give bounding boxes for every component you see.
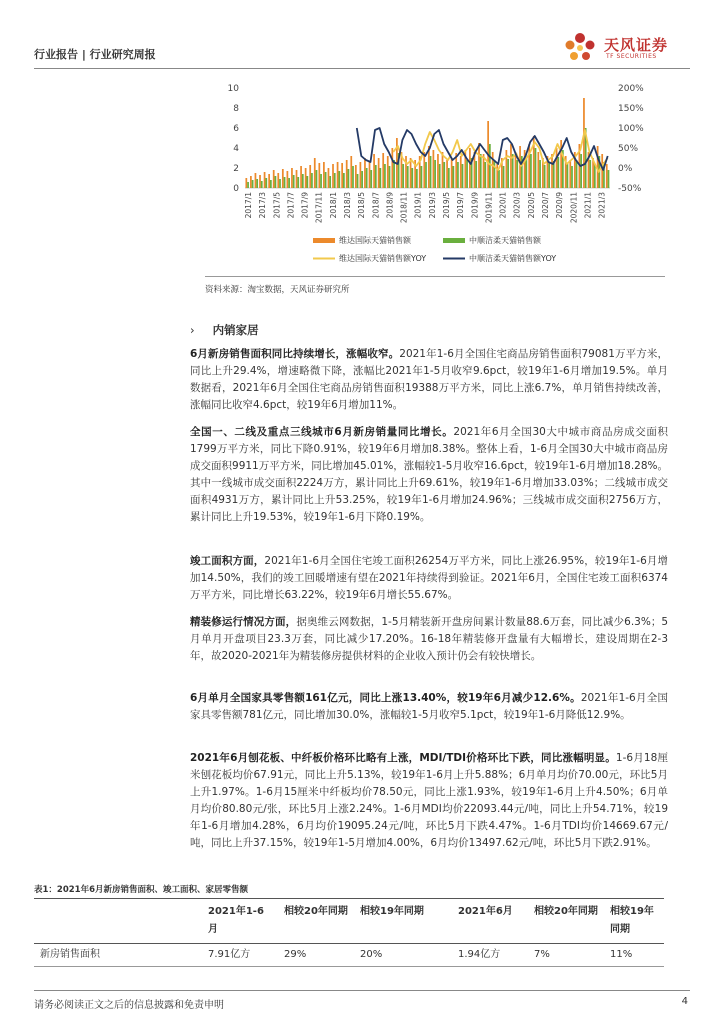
y-left-tick-label: 4 [233,144,239,154]
bar-weida [309,165,311,188]
paragraph-furniture-retail [190,690,668,724]
bar-weida [537,152,539,188]
company-logo [560,30,690,68]
bar-zhongshun [252,180,254,188]
table-header-cell: 相较19年同期 [610,906,654,935]
bar-zhongshun [316,170,318,188]
bar-zhongshun [302,174,304,188]
bar-weida [606,164,608,188]
bar-weida [492,152,494,188]
bar-weida [433,150,435,188]
bar-zhongshun [507,159,509,188]
table-cell: 1.94亿方 [458,949,501,960]
table-cell: 7.91亿方 [208,949,251,960]
logo-flower-icon [560,30,600,66]
legend-swatch [313,238,335,243]
bar-zhongshun [416,169,418,188]
bar-weida [305,168,307,188]
bar-weida [328,168,330,188]
logo-subtitle: TF SECURITIES [606,53,657,60]
page-header [34,38,690,78]
sales-chart [205,80,665,280]
bar-zhongshun [443,162,445,188]
paragraph-body: 2021年1-6月全国住宅竣工面积26254万平方米，同比上涨26.95%，较19年1-6月增加14.50%，我们的竣工回暖增速有望在2021年持续得到验证。2021年6月，全国住宅竣工面积6374万平方米，同比增长63.22%，较19年6月增长55.67%。 [190,555,669,601]
x-tick-label: 2020/1 [498,192,508,219]
table-header-row [34,899,664,944]
y-right-tick-label: 100% [618,124,644,134]
bar-zhongshun [457,162,459,188]
bar-zhongshun [498,170,500,188]
bar-zhongshun [329,176,331,188]
bar-zhongshun [411,168,413,188]
paragraph-lead: 精装修运行情况方面， [190,616,297,628]
bar-zhongshun [530,154,532,188]
bar-weida [350,156,352,188]
bar-zhongshun [434,160,436,188]
bar-weida [273,170,275,188]
bar-weida [346,160,348,188]
bar-zhongshun [366,168,368,188]
paragraph-city-sales [190,424,668,526]
y-left-tick-label: 2 [233,164,239,174]
x-tick-label: 2018/7 [371,192,381,219]
bar-weida [255,173,257,188]
bar-zhongshun [370,170,372,188]
bar-zhongshun [325,172,327,188]
x-tick-label: 2019/3 [427,192,437,219]
x-tick-label: 2020/9 [555,192,565,219]
bar-zhongshun [466,160,468,188]
section-title-text: 内销家居 [212,323,259,337]
bar-weida [510,144,512,188]
bar-weida [451,158,453,188]
bar-weida [291,168,293,188]
bar-weida [378,158,380,188]
paragraph-new-home-sales [190,346,668,414]
bar-zhongshun [343,173,345,188]
bar-zhongshun [265,178,267,188]
x-tick-label: 2017/5 [272,192,282,219]
bar-weida [300,166,302,188]
bar-zhongshun [535,148,537,188]
bar-weida [528,144,530,188]
bar-zhongshun [439,164,441,188]
data-table [34,898,664,967]
bar-weida [483,154,485,188]
bar-weida [551,154,553,188]
bar-weida [387,156,389,188]
bar-zhongshun [307,176,309,188]
y-right-tick-label: 50% [618,144,639,154]
paragraph-completion [190,553,668,604]
bar-zhongshun [516,160,518,188]
bar-weida [569,160,571,188]
page-number: 4 [681,996,688,1007]
paragraph-body: 2021年1-6月全国住宅商品房销售面积79081万平方米，同比上升29.4%，增速略微下降，涨幅比2021年1-5月收窄9.6pct，较19年1-6月增加19.5%。单月数据看，2021年6月全国住宅商品房销售面积19388万平方米，同比上涨6.7%，单月销售持续改善，涨幅同比收窄4.6pct，较19年6月增加11%。 [190,348,668,411]
bar-zhongshun [352,166,354,188]
paragraph-body: 据奥维云网数据，1-5月精装新开盘房间累计数量88.6万套，同比减少6.3%；5月单月开盘项目23.3万套，同比减少17.20%。16-18年精装修开盘量有大幅增长，建设周期在2-3年，故2020-2021年为精装修房提供材料的企业收入预计仍会有较快增长。 [190,616,668,662]
y-right-tick-label: 0% [618,164,633,174]
bar-zhongshun [389,166,391,188]
paragraph-lead: 6月新房销售面积同比持续增长，涨幅收窄。 [190,348,400,360]
bar-weida [250,176,252,188]
bar-zhongshun [475,161,477,188]
bar-zhongshun [288,178,290,188]
x-tick-label: 2019/5 [442,192,451,219]
bar-zhongshun [484,162,486,188]
y-left-tick-label: 6 [233,124,239,134]
breadcrumb: 行业报告 | 行业研究周报 [34,48,156,61]
bar-zhongshun [402,164,404,188]
bar-zhongshun [384,164,386,188]
bar-weida [369,161,371,188]
x-tick-label: 2020/11 [569,192,579,224]
bar-weida [318,163,320,188]
x-tick-label: 2018/5 [357,192,367,219]
bar-zhongshun [284,177,286,188]
table-row [34,944,664,967]
table-header-cell: 2021年1-6月 [208,906,264,935]
bar-weida [360,162,362,188]
bar-weida [323,162,325,188]
paragraph-lead: 竣工面积方面， [190,555,265,567]
paragraph-lead: 6月单月全国家具零售额161亿元，同比上涨13.40%，较19年6月减少12.6%。 [190,692,581,704]
x-tick-label: 2018/1 [328,192,338,219]
y-left-tick-label: 8 [233,104,239,114]
bar-zhongshun [430,156,432,188]
bar-zhongshun [320,174,322,188]
bar-zhongshun [557,157,559,188]
x-tick-label: 2018/11 [399,192,409,224]
x-tick-label: 2019/7 [456,192,466,219]
bar-zhongshun [425,162,427,188]
bar-zhongshun [526,159,528,188]
bar-weida [268,174,270,188]
bar-zhongshun [279,179,281,188]
bar-zhongshun [448,168,450,188]
legend-label: 中顺洁柔天猫销售额YOY [469,254,557,263]
bar-zhongshun [270,180,272,188]
legend-label: 中顺洁柔天猫销售额 [469,236,541,245]
x-tick-label: 2019/11 [484,192,494,224]
bar-weida [337,162,339,188]
bar-weida [478,143,480,188]
x-tick-label: 2017/11 [314,192,324,224]
bar-zhongshun [334,173,336,188]
bar-zhongshun [380,168,382,188]
x-tick-label: 2018/3 [343,192,352,219]
bar-weida [264,172,266,188]
table-header-cell [34,899,202,944]
bar-zhongshun [453,166,455,188]
bar-zhongshun [407,166,409,188]
bar-weida [277,173,279,188]
paragraph-lead: 全国一、二线及重点三线城市6月新房销量同比增长。 [190,426,454,438]
bar-weida [287,171,289,188]
y-right-tick-label: 200% [618,84,644,94]
bar-weida [341,163,343,188]
bar-zhongshun [494,160,496,188]
bar-zhongshun [567,163,569,188]
bar-weida [245,178,247,188]
x-tick-label: 2017/9 [300,192,310,219]
paragraph-body: 2021年1-6月全国家具零售额781亿元，同比增加30.0%，涨幅较1-5月收窄5.1pct，较19年1-6月降低12.9%。 [190,692,668,721]
bar-weida [332,164,334,188]
bar-zhongshun [576,160,578,188]
bar-zhongshun [594,164,596,188]
bar-weida [442,152,444,188]
bar-weida [460,156,462,188]
bar-weida [391,148,393,188]
y-left-tick-label: 10 [227,84,239,94]
bar-zhongshun [361,171,363,188]
bar-zhongshun [421,166,423,188]
y-right-tick-label: -50% [618,184,642,194]
table-cell: 7% [534,949,550,960]
bar-zhongshun [512,154,514,188]
bar-zhongshun [480,154,482,188]
bar-weida [296,170,298,188]
paragraph-raw-material-prices [190,750,668,852]
x-tick-label: 2019/1 [413,192,423,219]
x-tick-label: 2020/7 [541,192,550,219]
bar-weida [601,154,603,188]
bar-zhongshun [293,175,295,188]
bar-zhongshun [571,166,573,188]
bar-zhongshun [311,173,313,188]
table-cell: 新房销售面积 [40,949,100,960]
bar-weida [469,148,471,188]
table-header-cell: 2021年6月 [458,906,513,917]
bar-weida [519,146,521,188]
x-tick-label: 2021/3 [597,192,607,219]
bar-zhongshun [247,182,249,188]
footer-disclaimer: 请务必阅读正文之后的信息披露和免责申明 [34,1000,224,1011]
bar-weida [446,160,448,188]
paragraph-body: 1-6月18厘米刨花板均价67.91元，同比上升5.13%，较19年1-6月上升5.88%；6月单月均价70.00元，环比5月上升1.97%。1-6月15厘米中纤板均价78.50元，同比上涨1.93%，较19年1-6月上升4.50%；6月单月均价80.80元/张，环比5月上涨2.24%。1-6月MDI均价22093.44元/吨，同比上升54.71%，较19年1-6月增加4.28%，6月均价19095.24元/吨，环比5月下跌4.47%。1-6月TDI均价14669.67元/吨，同比上升37.15%，较19年1-5月增加4.00%，6月均价13497.62元/吨，环比5月下跌2.91%。 [190,752,668,849]
bar-zhongshun [375,165,377,188]
section-title [190,322,259,338]
bar-zhongshun [589,160,591,188]
bar-zhongshun [348,169,350,188]
bar-zhongshun [548,163,550,188]
header-divider [34,68,690,69]
table-header-cell: 相较20年同期 [284,906,348,917]
x-tick-label: 2021/1 [583,192,593,219]
legend-swatch [443,238,465,243]
bar-zhongshun [357,174,359,188]
x-tick-label: 2017/3 [258,192,268,219]
bar-zhongshun [338,171,340,188]
footer-divider [34,990,690,991]
bar-zhongshun [297,177,299,188]
legend-label: 维达国际天猫销售额YOY [339,254,427,263]
bar-zhongshun [489,144,491,188]
bar-weida [423,152,425,188]
bar-weida [583,98,585,188]
table-cell: 11% [610,949,633,960]
arrow-icon: › [190,323,195,337]
y-left-tick-label: 0 [233,184,239,194]
bar-weida [556,148,558,188]
x-tick-label: 2017/7 [286,192,296,219]
bar-zhongshun [261,181,263,188]
bar-zhongshun [503,166,505,188]
table-title: 表1：2021年6月新房销售面积、竣工面积、家居零售额 [34,885,248,895]
x-tick-label: 2019/9 [470,192,480,219]
bar-weida [355,165,357,188]
bar-zhongshun [553,161,555,188]
paragraph-decoration [190,614,668,665]
table-cell: 20% [360,949,383,960]
bar-zhongshun [608,170,610,188]
bar-weida [259,175,261,188]
bar-zhongshun [539,160,541,188]
bar-weida [515,152,517,188]
legend-label: 维达国际天猫销售额 [339,236,411,245]
paragraph-body: 2021年6月全国30大中城市商品房成交面积1799万平方米，同比下降0.91%，较19年6月增加8.38%。整体上看，1-6月全国30大中城市商品房成交面积9911万平方米，同比增加45.01%，涨幅较1-5月收窄16.6pct，较19年1-6月增加18.28%。其中一线城市成交面积2224万方，累计同比上升69.61%，较19年1-6月增加33.03%；二线城市成交面积4931万方，累计同比上升53.25%，较19年1-6月增加24.96%；三线城市成交面积2756万方，累计同比上升19.53%，较19年1-6月下降0.19%。 [190,426,669,523]
logo-name: 天风证券 [604,36,669,54]
bar-weida [282,169,284,188]
y-right-tick-label: 150% [618,104,644,114]
table-header-cell: 相较20年同期 [534,906,598,917]
x-tick-label: 2018/9 [385,192,395,219]
bar-zhongshun [462,164,464,188]
source-divider [205,276,665,277]
table-cell: 29% [284,949,307,960]
bar-zhongshun [544,165,546,188]
bar-weida [437,154,439,188]
paragraph-lead: 2021年6月刨花板、中纤板价格环比略有上涨，MDI/TDI价格环比下跌，同比涨幅明显。 [190,752,616,764]
bar-zhongshun [256,179,258,188]
x-tick-label: 2020/3 [512,192,522,219]
chart-source: 资料来源：淘宝数据，天风证券研究所 [205,285,350,295]
chart-svg [205,80,665,275]
x-tick-label: 2017/1 [244,192,253,219]
bar-zhongshun [393,160,395,188]
bar-zhongshun [275,176,277,188]
bar-weida [382,153,384,188]
bar-weida [314,158,316,188]
bar-weida [373,154,375,188]
bar-zhongshun [580,154,582,188]
x-tick-label: 2020/5 [526,192,536,219]
table-header-cell: 相较19年同期 [360,906,424,917]
bar-weida [364,158,366,188]
